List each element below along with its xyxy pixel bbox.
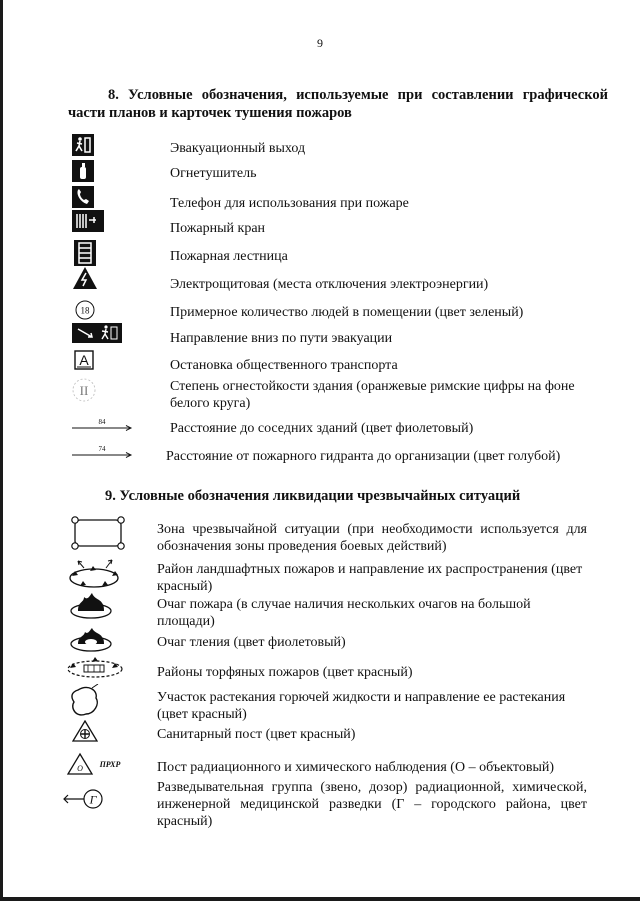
fire-hydrant-valve-icon: [72, 210, 104, 232]
item-text: Эвакуационный выход: [170, 141, 306, 156]
item-text: Огнетушитель: [170, 166, 257, 181]
landscape-fire-icon: [62, 556, 128, 592]
item-text: Телефон для использования при пожаре: [170, 196, 409, 211]
fire-ladder-icon: [74, 240, 96, 266]
item-text: Остановка общественного транспорта: [170, 358, 398, 373]
item-text: Участок растекания горючей жидкости и направление ее растекания (цвет красный): [157, 690, 566, 722]
bus-stop-icon: [74, 350, 94, 370]
item-text: Зона чрезвычайной ситуации (при необходимости используется для обозначения зоны проведения боевых действий): [157, 522, 587, 554]
emergency-zone-icon: [66, 513, 130, 553]
evacuation-down-icon: [72, 323, 122, 343]
people-count-icon: [74, 299, 96, 321]
fire-source-icon: [66, 591, 116, 621]
distance-arrow-icon: [70, 444, 134, 460]
recon-group-icon: [62, 788, 106, 810]
item-text: Направление вниз по пути эвакуации: [170, 331, 393, 346]
peat-fire-icon: [64, 654, 126, 682]
radiation-post-code: ПРХР: [99, 760, 121, 769]
page-number: 9: [317, 36, 323, 50]
section9-heading: 9. Условные обозначения ликвидации чрезвычайных ситуаций: [105, 488, 521, 504]
item-text: Примерное количество людей в помещении (цвет зеленый): [170, 305, 524, 320]
liquid-spill-icon: [68, 684, 102, 720]
section8-heading-line2: части планов и карточек тушения пожаров: [68, 105, 352, 121]
electrical-panel-icon: [72, 266, 98, 290]
item-text: Пост радиационного и химического наблюдения (О – объектовый): [157, 760, 555, 775]
item-text: Очаг тления (цвет фиолетовый): [157, 635, 346, 650]
distance-arrow-icon: [70, 417, 134, 433]
scan-edge-left: [0, 0, 3, 901]
phone-icon: [72, 186, 94, 208]
bus-stop-letter: А: [79, 352, 89, 368]
sanitary-post-icon: [72, 720, 98, 742]
item-text: Санитарный пост (цвет красный): [157, 727, 356, 742]
item-text: Разведывательная группа (звено, дозор) радиационной, химической, инженерной медицинской разведки (Г – городского района, цвет красный): [157, 780, 587, 829]
evacuation-exit-icon: [72, 134, 94, 156]
fire-resistance-icon: [70, 377, 98, 403]
radiation-post-letter: О: [77, 764, 83, 773]
item-text: Очаг пожара (в случае наличия нескольких очагов на большой площади): [157, 597, 531, 629]
people-count-value: 18: [80, 305, 90, 316]
recon-group-letter: Г: [89, 792, 97, 807]
item-text: Степень огнестойкости здания (оранжевые римские цифры на фоне белого круга): [170, 379, 575, 411]
distance-value: 74: [98, 445, 106, 453]
scan-edge-bottom: [0, 897, 640, 901]
section8-heading-line1: 8. Условные обозначения, используемые при составлении графической: [108, 87, 608, 103]
item-text: Расстояние от пожарного гидранта до организации (цвет голубой): [166, 449, 561, 464]
item-text: Электрощитовая (места отключения электроэнергии): [170, 277, 489, 292]
item-text: Район ландшафтных пожаров и направление их распространения (цвет красный): [157, 562, 583, 594]
radiation-post-icon: [66, 752, 130, 776]
smoldering-icon: [66, 626, 116, 654]
fire-resistance-value: II: [79, 383, 89, 398]
item-text: Расстояние до соседних зданий (цвет фиолетовый): [170, 421, 474, 436]
item-text: Районы торфяных пожаров (цвет красный): [157, 665, 413, 680]
fire-extinguisher-icon: [72, 160, 94, 182]
item-text: Пожарная лестница: [170, 249, 288, 264]
item-text: Пожарный кран: [170, 221, 266, 236]
distance-value: 84: [98, 418, 106, 426]
section8-heading: [68, 86, 608, 122]
